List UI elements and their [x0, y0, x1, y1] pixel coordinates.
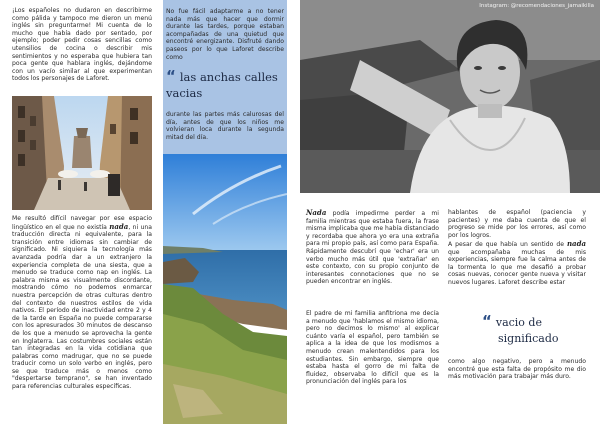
- col2-paragraph-1: No fue fácil adaptarme a no tener nada más que hacer que dormir durante las tardes, porque estaban acompañadas de una quietud que encontré energizante. Disfruté dando paseos por lo que Laforet describe como: [166, 8, 284, 61]
- col3-paragraph-2: El padre de mi familia anfitriona me decía a menudo que 'hablamos el mismo idioma, pero no decimos lo mismo' al explicar cuánto varía el español, pero también se aplica a la idea de que los modismos a menudo crean malentendidos para los estudiantes. Sin embargo, siempre que estaba hasta el gorro de mi falta de fluidez, observaba lo difícil que es la pronunciación del inglés para los: [306, 310, 439, 386]
- col2-quote-line-1: las anchas calles: [179, 70, 278, 84]
- col4-paragraph-1: hablantes de español (paciencia y pacientes) y me daba cuenta de que el progreso se mide por los errores, así como por los logros.: [448, 209, 586, 239]
- col1-handwritten-word: nada: [109, 221, 129, 231]
- col4-paragraph-3: como algo negativo, pero a menudo encontré que esta falta de propósito me dio más motivación para trabajar más duro.: [448, 358, 586, 381]
- street-photo: [12, 96, 152, 210]
- col4-pull-quote: [482, 313, 582, 347]
- col3-handwritten-word: Nada: [306, 208, 327, 217]
- col1-p2-end: , ni una traducción directa ni equivalente, para la transición entre idiomas sin cambiar de significado. Ni siquiera la tecnología más avanzada podría dar a un extranjero la experiencia completa de una siesta, que a menudo se traduce como nap en inglés. La palabra misma es visualmente discordante, mostrando cómo no podemos enmarcar nuestra percepción de otras culturas dentro del contexto de nuestros estilos de vida nativos. El período de inactividad entre 2 y 4 de la tarde en España no puede compararse con los apresurados 30 minutos de descanso de los que a menudo se aprovecha la gente en Inglaterra. Las costumbres sociales están tan integradas en la vida cotidiana que palabras como madrugar, que no se puede traducir como un solo verbo en inglés, pero se que traduce más o menos como "despertarse temprano", se han inventado para referencias culturales específicas.: [12, 223, 153, 391]
- street-photo-image: [12, 96, 152, 210]
- col4-quote-line-2: significado: [498, 332, 559, 345]
- coast-photo: [163, 154, 287, 424]
- instagram-handle: Instagram: @recomendaciones_jamaikilla: [479, 3, 594, 9]
- col1-paragraph-2: [12, 215, 152, 391]
- portrait-photo: [300, 0, 600, 193]
- portrait-photo-image: [300, 0, 600, 193]
- col4-p2-start: A pesar de que había un sentido de: [448, 241, 567, 248]
- col2-quote-line-2: vacias: [166, 86, 203, 100]
- quote-mark-icon: “: [482, 312, 492, 330]
- col4-quote-line-1: vacio de: [495, 316, 542, 329]
- col4-paragraph-2: [448, 240, 586, 287]
- col4-p2-end: que acompañaba muchas de mis experiencias, siempre fue la calma antes de la tormenta lo que me desafió a probar cosas nuevas, conocer gente nueva y visitar nuevos lugares. Laforet describe estar: [448, 248, 586, 286]
- col1-paragraph-1: ¡Los españoles no dudaron en describirme como pálida y tampoco me dieron un menú inglés sin preguntarme! Mi cuenta de lo mucho que había dado por sentado, por ejemplo; poder pedir cosas sencillas como utensilios de cocina o describir mis sentimientos y no esperaba que hubiera tan poca gente que hablara inglés, dejándome con un vacío similar al que experimentan todos los personajes de Laforet.: [12, 7, 152, 83]
- col2-pull-quote: [166, 68, 284, 101]
- col2-paragraph-2: durante las partes más calurosas del día, antes de que los niños me volvieran loca durante la segunda mitad del día.: [166, 111, 284, 141]
- coast-photo-image: [163, 154, 287, 424]
- col3-p1-text: podía impedirme perder a mi familia mientras que estaba fuera, la frase misma implicaba que me había distanciado y recordaba que ahora yo era una extraña para mi propio país, así como para España. Rápidamente descubrí que 'echar' era un verbo mucho más útil que 'extrañar' en este contexto, con su propio conjunto de interesantes connotaciones que no se pueden encontrar en inglés.: [306, 210, 439, 286]
- col3-paragraph-1: [306, 209, 439, 286]
- col4-handwritten-word: nada: [566, 239, 586, 248]
- quote-mark-icon: “: [166, 67, 176, 85]
- col1-p2-start: Me resultó difícil navegar por ese espacio lingüístico en el que no existía: [12, 215, 152, 231]
